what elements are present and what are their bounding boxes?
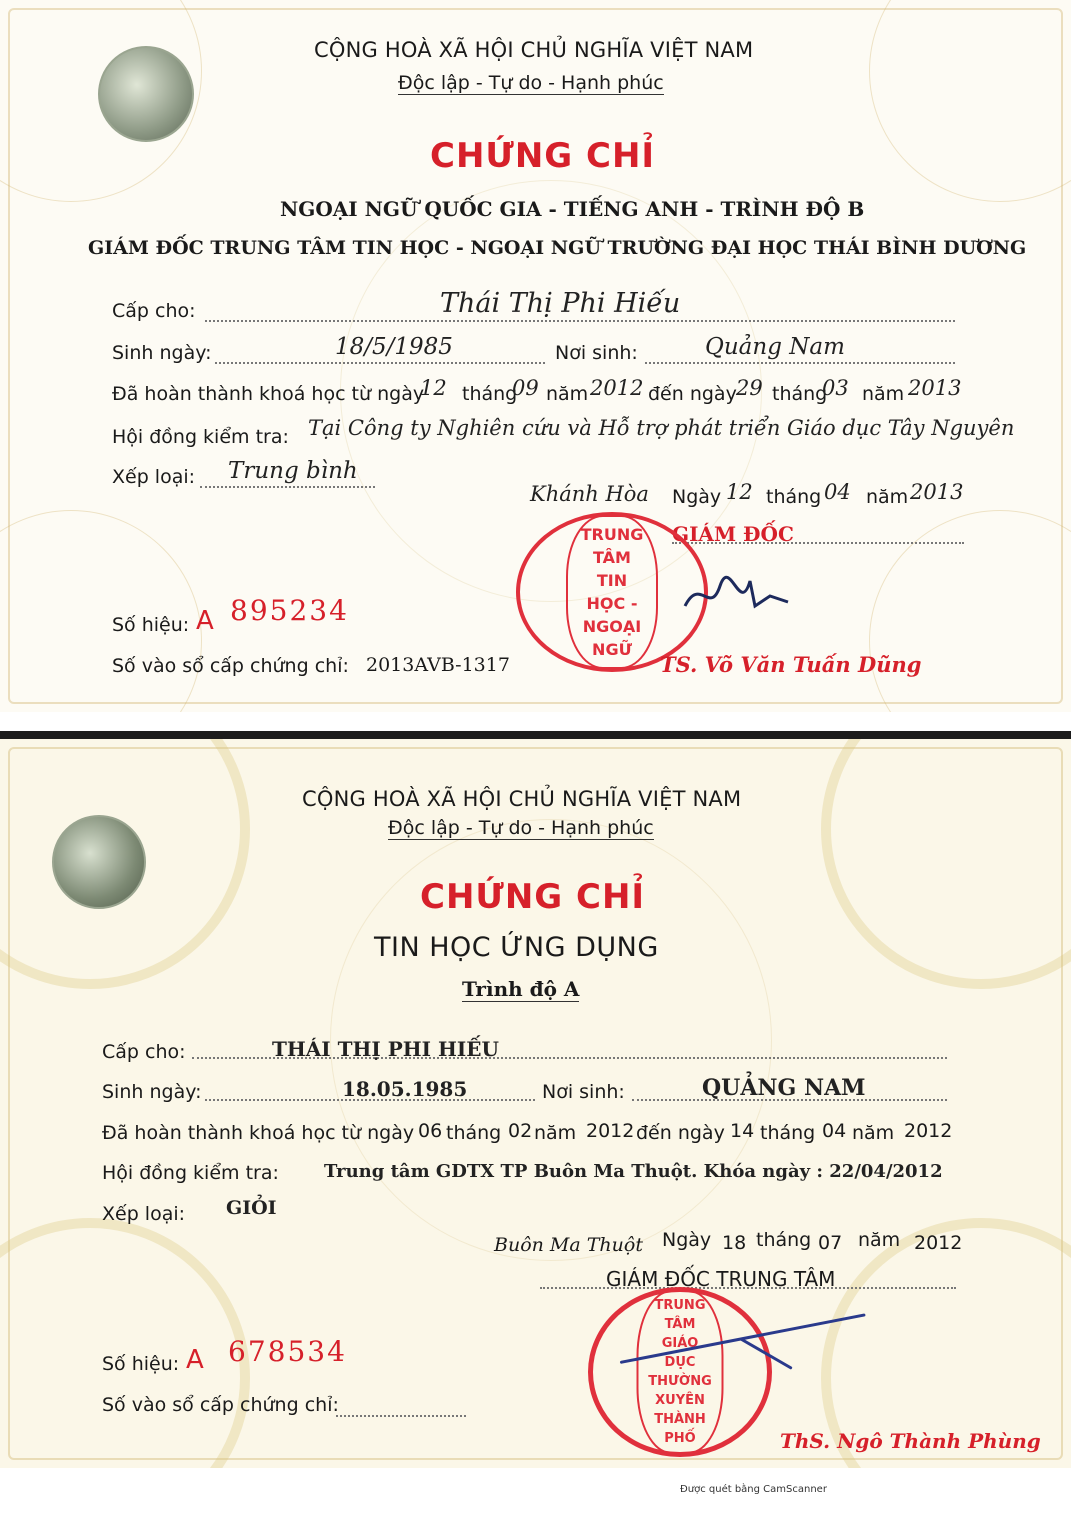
- to-day: 29: [736, 376, 763, 400]
- label-den-ngay: đến ngày: [636, 1122, 725, 1144]
- header-country: CỘNG HOÀ XÃ HỘI CHỦ NGHĨA VIỆT NAM: [302, 787, 742, 811]
- issue-month: 04: [824, 480, 851, 504]
- dotted-line: [215, 362, 545, 364]
- grade: Trung bình: [228, 458, 358, 484]
- issue-year: 2012: [914, 1232, 963, 1254]
- issue-year: 2013: [910, 480, 964, 504]
- label-xep-loai: Xếp loại:: [112, 466, 196, 488]
- label-thang: tháng: [772, 383, 828, 405]
- from-day: 06: [418, 1120, 443, 1142]
- level: Trình độ A: [462, 977, 580, 1001]
- label-so-vao-so: Số vào sổ cấp chứng chỉ:: [102, 1394, 339, 1416]
- stamp-line: TRUNG TÂM: [654, 1298, 706, 1332]
- corner-ornament: [0, 1218, 250, 1468]
- label-nam: năm: [858, 1229, 901, 1251]
- recipient-name: THÁI THỊ PHI HIẾU: [272, 1037, 499, 1061]
- completion-label: Đã hoàn thành khoá học từ ngày: [112, 383, 425, 405]
- place-of-birth: QUẢNG NAM: [702, 1075, 866, 1101]
- serial-prefix: A: [186, 1345, 204, 1375]
- scan-divider: [0, 731, 1071, 739]
- label-noi-sinh: Nơi sinh:: [555, 342, 638, 364]
- label-ngay: Ngày: [662, 1229, 712, 1251]
- hologram-seal-icon: [52, 815, 146, 909]
- director-title: GIÁM ĐỐC TRUNG TÂM: [606, 1267, 836, 1291]
- label-thang: tháng: [766, 486, 822, 508]
- label-hoi-dong: Hội đồng kiểm tra:: [112, 426, 289, 448]
- scanner-watermark: Được quét bằng CamScanner: [680, 1484, 827, 1495]
- dotted-line: [672, 542, 964, 544]
- stamp-line: THÀNH PHỐ: [654, 1412, 706, 1446]
- label-xep-loai: Xếp loại:: [102, 1203, 186, 1225]
- label-nam: năm: [866, 486, 909, 508]
- certificate-title: CHỨNG CHỈ: [420, 877, 646, 917]
- to-month: 03: [822, 376, 849, 400]
- serial-number: 678534: [228, 1335, 347, 1368]
- place-of-birth: Quảng Nam: [705, 334, 845, 360]
- label-thang: tháng: [760, 1122, 816, 1144]
- serial-prefix: A: [196, 606, 214, 636]
- to-month: 04: [822, 1120, 847, 1142]
- issue-month: 07: [818, 1232, 843, 1254]
- corner-ornament: [0, 510, 202, 712]
- label-so-hieu: Số hiệu:: [112, 614, 190, 636]
- label-cap-cho: Cấp cho:: [102, 1041, 186, 1063]
- header-motto: Độc lập - Tự do - Hạnh phúc: [398, 72, 664, 94]
- from-month: 02: [508, 1120, 533, 1142]
- stamp-line: NGOẠI NGỮ: [582, 617, 642, 659]
- certificate-subtitle: NGOẠI NGỮ QUỐC GIA - TIẾNG ANH - TRÌNH ĐỘ B: [280, 197, 865, 221]
- stamp-line: TIN HỌC -: [586, 571, 638, 613]
- label-so-hieu: Số hiệu:: [102, 1353, 180, 1375]
- dotted-line: [200, 486, 375, 488]
- dotted-line: [645, 362, 955, 364]
- header-motto: Độc lập - Tự do - Hạnh phúc: [388, 817, 654, 839]
- label-noi-sinh: Nơi sinh:: [542, 1081, 625, 1103]
- label-nam: năm: [862, 383, 905, 405]
- label-nam: năm: [852, 1122, 895, 1144]
- label-so-vao-so: Số vào sổ cấp chứng chỉ:: [112, 655, 349, 677]
- grade: GIỎI: [226, 1197, 277, 1219]
- label-nam: năm: [534, 1122, 577, 1144]
- stamp-line: GIÁO DỤC: [661, 1336, 699, 1370]
- from-year: 2012: [586, 1120, 635, 1142]
- corner-ornament: [869, 0, 1071, 202]
- completion-label: Đã hoàn thành khoá học từ ngày: [102, 1122, 415, 1144]
- certificate-title: CHỨNG CHỈ: [430, 136, 656, 176]
- dotted-line: [205, 320, 955, 322]
- label-ngay: Ngày: [672, 486, 722, 508]
- recipient-name: Thái Thị Phi Hiếu: [440, 288, 681, 319]
- certificate-it-a: [0, 739, 1071, 1468]
- exam-council: Trung tâm GDTX TP Buôn Ma Thuột. Khóa ngày : 22/04/2012: [324, 1161, 943, 1182]
- label-thang: tháng: [462, 383, 518, 405]
- serial-number: 895234: [230, 594, 349, 627]
- label-hoi-dong: Hội đồng kiểm tra:: [102, 1162, 279, 1184]
- register-number: 2013AVB-1317: [366, 654, 510, 676]
- issue-day: 12: [726, 480, 753, 504]
- to-year: 2012: [904, 1120, 953, 1142]
- issue-place: Khánh Hòa: [530, 482, 649, 506]
- issue-day: 18: [722, 1232, 747, 1254]
- from-year: 2012: [590, 376, 644, 400]
- director-signature: [680, 566, 790, 626]
- official-red-stamp: [588, 1287, 772, 1457]
- signer-name: TS. Võ Văn Tuấn Dũng: [660, 652, 922, 677]
- to-day: 14: [730, 1120, 755, 1142]
- header-country: CỘNG HOÀ XÃ HỘI CHỦ NGHĨA VIỆT NAM: [314, 38, 754, 62]
- from-day: 12: [420, 376, 447, 400]
- dotted-line: [540, 1287, 956, 1289]
- hologram-seal-icon: [98, 46, 194, 142]
- corner-ornament: [869, 510, 1071, 712]
- label-sinh-ngay: Sinh ngày:: [102, 1081, 202, 1103]
- to-year: 2013: [908, 376, 962, 400]
- issue-place: Buôn Ma Thuột: [494, 1234, 643, 1256]
- director-title: GIÁM ĐỐC: [672, 522, 794, 546]
- label-thang: tháng: [756, 1229, 812, 1251]
- date-of-birth: 18.05.1985: [342, 1077, 468, 1101]
- certificate-english-b: [0, 0, 1071, 712]
- stamp-line: THƯỜNG XUYÊN: [648, 1374, 712, 1408]
- label-thang: tháng: [446, 1122, 502, 1144]
- label-cap-cho: Cấp cho:: [112, 300, 196, 322]
- from-month: 09: [512, 376, 539, 400]
- corner-ornament: [821, 739, 1071, 989]
- issuer-line: GIÁM ĐỐC TRUNG TÂM TIN HỌC - NGOẠI NGỮ TRƯỜNG ĐẠI HỌC THÁI BÌNH DƯƠNG: [88, 237, 1027, 259]
- stamp-line: TRUNG TÂM: [580, 525, 644, 567]
- label-nam: năm: [546, 383, 589, 405]
- label-sinh-ngay: Sinh ngày:: [112, 342, 212, 364]
- label-den-ngay: đến ngày: [648, 383, 737, 405]
- exam-council: Tại Công ty Nghiên cứu và Hỗ trợ phát triển Giáo dục Tây Nguyên: [308, 416, 1015, 440]
- date-of-birth: 18/5/1985: [335, 334, 453, 360]
- certificate-subtitle: TIN HỌC ỨNG DỤNG: [374, 932, 659, 963]
- signer-name: ThS. Ngô Thành Phùng: [780, 1429, 1041, 1453]
- dotted-line: [336, 1415, 466, 1417]
